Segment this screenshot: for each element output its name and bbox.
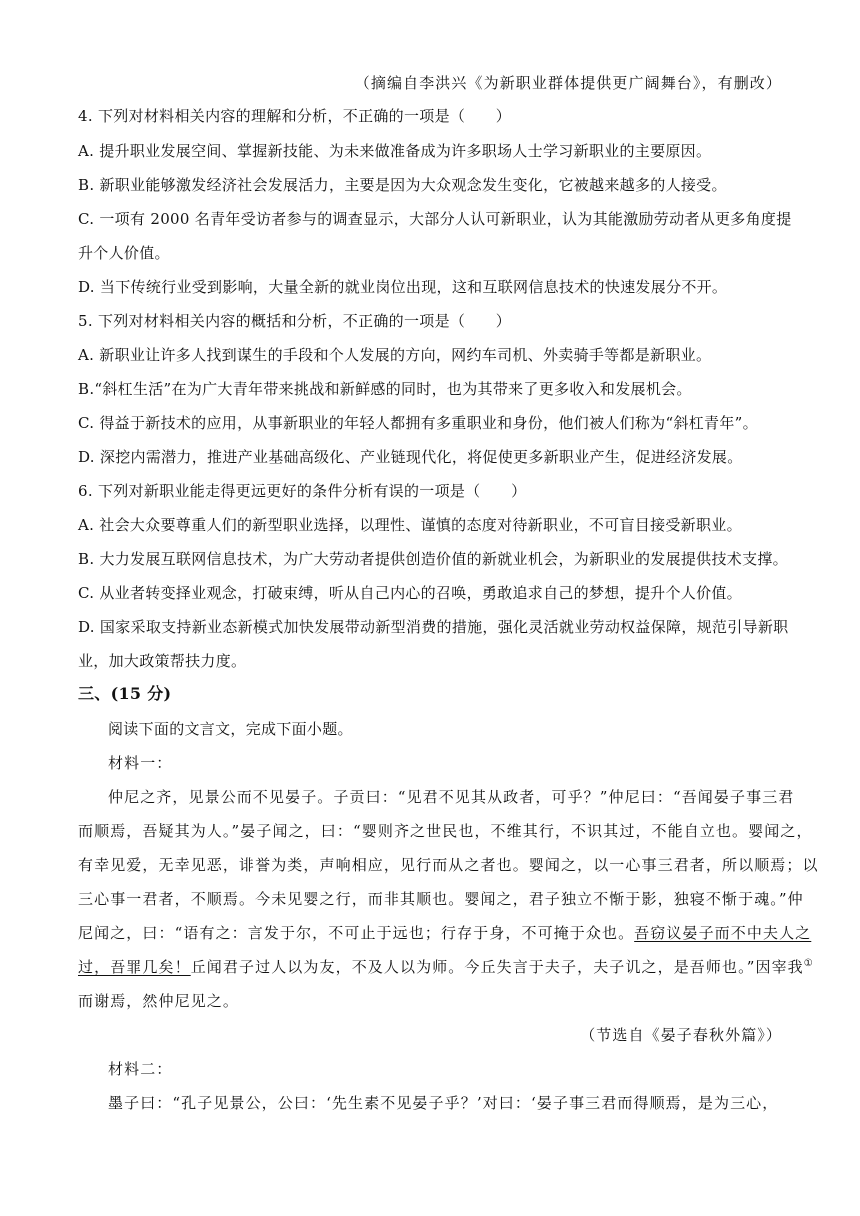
question-4-option-a: A. 提升职业发展空间、掌握新技能、为未来做准备成为许多职场人士学习新职业的主要原因。 [78,142,712,160]
question-4-option-b: B. 新职业能够激发经济社会发展活力，主要是因为大众观念发生变化，它被越来越多的人接受。 [78,176,727,194]
question-5-option-c: C. 得益于新技术的应用，从事新职业的年轻人都拥有多重职业和身份，他们被人们称为“斜杠青年”。 [78,414,758,432]
material-2-label: 材料二： [108,1060,173,1078]
question-6-option-d: D. 国家采取支持新业态新模式加快发展带动新型消费的措施，强化灵活就业劳动权益保障，规范引导新职 [78,618,789,636]
material-1-line [78,923,811,943]
material-1-source: （节选自《晏子春秋外篇》） [580,1026,782,1044]
source-note: （摘编自李洪兴《为新职业群体提供更广阔舞台》，有删改） [354,74,782,92]
footnote-marker: ① [803,958,814,969]
question-4-option-d: D. 当下传统行业受到影响，大量全新的就业岗位出现，这和互联网信息技术的快速发展分不开。 [78,278,728,296]
section-intro: 阅读下面的文言文，完成下面小题。 [108,720,353,738]
material-1-text: 丘闻君子过人以为友，不及人以为师。今丘失言于夫子，夫子讥之，是吾师也。”因宰我 [190,958,804,976]
question-5-option-b: B.“斜杠生活”在为广大青年带来挑战和新鲜感的同时，也为其带来了更多收入和发展机会。 [78,380,692,398]
material-1-label: 材料一： [108,754,173,772]
question-4-option-c: C. 一项有 2000 名青年受访者参与的调查显示，大部分人认可新职业，认为其能激励劳动者从更多角度提 [78,210,792,228]
question-5-stem: 5. 下列对材料相关内容的概括和分析，不正确的一项是（ ） [78,312,512,330]
question-6-option-a: A. 社会大众要尊重人们的新型职业选择，以理性、谨慎的态度对待新职业，不可盲目接受新职业。 [78,516,742,534]
underlined-sentence-cont: 过，吾罪几矣！ [78,958,191,976]
material-1-line: 三心事一君者，不顺焉。今未见婴之行，而非其顺也。婴闻之，君子独立不惭于影，独寝不惭于魂。”仲 [78,890,804,908]
material-1-line: 有幸见爱，无幸见恶，诽誉为类，声响相应，见行而从之者也。婴闻之，以一心事三君者，所以顺焉；以 [78,856,819,874]
question-5-option-a: A. 新职业让许多人找到谋生的手段和个人发展的方向，网约车司机、外卖骑手等都是新职业。 [78,346,712,364]
material-2-line: 墨子曰：“孔子见景公，公曰：‘先生素不见晏子乎？’对曰：‘晏子事三君而得顺焉，是为三心， [108,1094,779,1112]
material-1-line [78,957,814,977]
question-4-option-c-cont: 升个人价值。 [78,244,170,262]
material-1-line: 而顺焉，吾疑其为人。”晏子闻之，曰：“婴则齐之世民也，不维其行，不识其过，不能自立也。婴闻之， [78,822,813,840]
underlined-sentence: 吾窃议晏子而不中夫人之 [634,924,812,942]
question-6-stem: 6. 下列对新职业能走得更远更好的条件分析有误的一项是（ ） [78,482,527,500]
question-6-option-d-cont: 业，加大政策帮扶力度。 [78,652,247,670]
question-4-stem: 4. 下列对材料相关内容的理解和分析，不正确的一项是（ ） [78,107,512,125]
section-heading: 三、(15 分) [78,684,172,703]
question-6-option-b: B. 大力发展互联网信息技术，为广大劳动者提供创造价值的新就业机会，为新职业的发展提供技术支撑。 [78,550,788,568]
material-1-text: 尼闻之，曰：“语有之：言发于尔，不可止于远也；行存于身，不可掩于众也。 [78,924,635,942]
question-6-option-c: C. 从业者转变择业观念，打破束缚，听从自己内心的召唤，勇敢追求自己的梦想，提升个人价值。 [78,584,742,602]
material-1-line: 而谢焉，然仲尼见之。 [78,992,240,1010]
material-1-line: 仲尼之齐，见景公而不见晏子。子贡曰：“见君不见其从政者，可乎？”仲尼曰：“吾闻晏子事三君 [108,788,795,806]
question-5-option-d: D. 深挖内需潜力，推进产业基础高级化、产业链现代化，将促使更多新职业产生，促进经济发展。 [78,448,743,466]
